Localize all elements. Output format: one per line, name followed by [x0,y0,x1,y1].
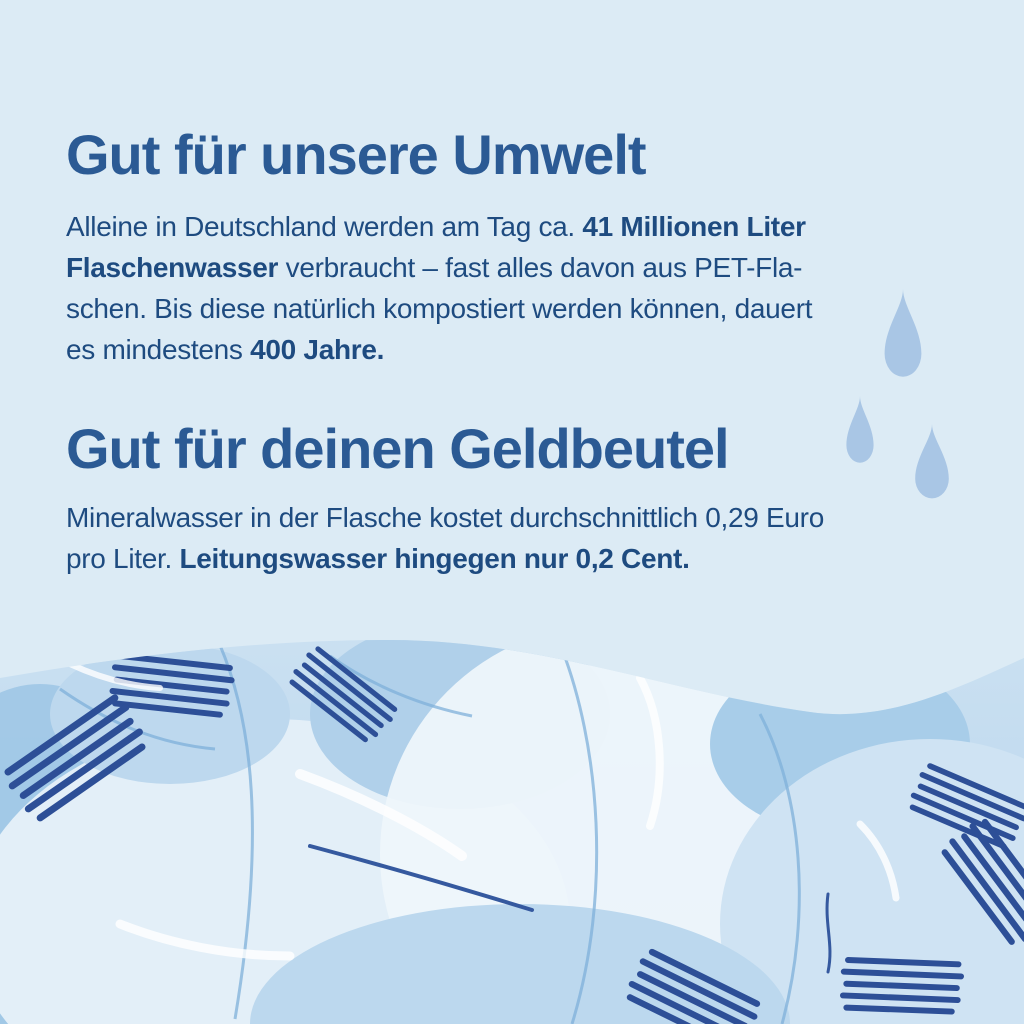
text-line: pro Liter. Leitungswasser hingegen nur 0,2 Cent. [66,543,690,574]
pet-bottles-photo [0,594,1024,1024]
paragraph-environment [66,206,812,370]
heading-environment: Gut für unsere Umwelt [66,123,646,186]
text-line: schen. Bis diese natürlich kompostiert werden können, dauert [66,293,813,324]
water-droplet-icon [911,424,953,502]
text-line: Mineralwasser in der Flasche kostet durchschnittlich 0,29 Euro [66,502,824,533]
text-line: es mindestens 400 Jahre. [66,334,385,365]
text-line: Flaschenwasser verbraucht – fast alles davon aus PET-Fla- [66,252,803,283]
water-droplet-icon [880,289,926,381]
text-line: Alleine in Deutschland werden am Tag ca. 41 Millionen Liter [66,211,806,242]
heading-wallet: Gut für deinen Geldbeutel [66,417,729,480]
paragraph-wallet [66,497,824,579]
water-droplet-icon [843,396,877,466]
